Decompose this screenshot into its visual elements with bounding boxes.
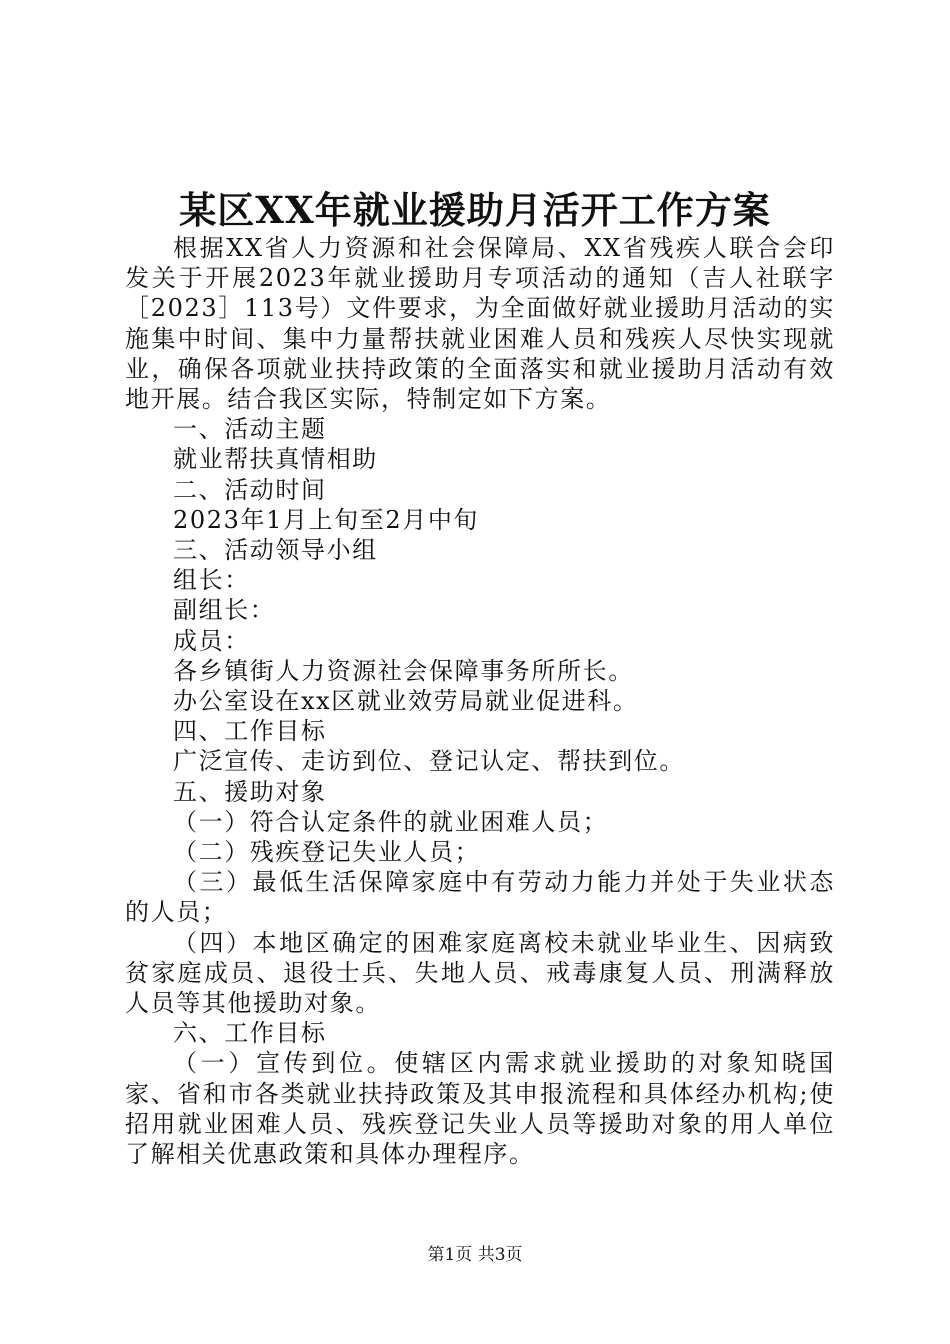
paragraph-target-3: （三）最低生活保障家庭中有劳动力能力并处于失业状态的人员； — [125, 868, 835, 927]
paragraph-goals: 广泛宣传、走访到位、登记认定、帮扶到位。 — [173, 747, 685, 776]
paragraph-intro: 根据XX省人力资源和社会保障局、XX省残疾人联合会印发关于开展2023年就业援助月专项活动的通知（吉人社联字［2023］113号）文件要求，为全面做好就业援助月活动的实施集中时间、集中力量帮扶就业困难人员和残疾人尽快实现就业，确保各项就业扶持政策的全面落实和就业援助月活动有效地开展。结合我区实际，特制定如下方案。 — [125, 234, 835, 414]
paragraph-office: 办公室设在xx区就业效劳局就业促进科。 — [173, 687, 639, 716]
paragraph-theme: 就业帮扶真情相助 — [173, 445, 378, 474]
paragraph-target-2: （二）残疾登记失业人员； — [173, 838, 481, 867]
paragraph-leader: 组长： — [173, 566, 250, 595]
paragraph-deputy-leader: 副组长： — [173, 596, 276, 625]
section-heading-work-goals: 六、工作目标 — [173, 1019, 327, 1048]
section-heading-leadership: 三、活动领导小组 — [173, 536, 378, 565]
document-title: 某区XX年就业援助月活开工作方案 — [179, 188, 771, 232]
section-heading-goals: 四、工作目标 — [173, 717, 327, 746]
document-body — [125, 233, 835, 1169]
paragraph-members: 成员： — [173, 626, 250, 655]
section-heading-theme: 一、活动主题 — [173, 415, 327, 444]
paragraph-time: 2023年1月上旬至2月中旬 — [173, 505, 480, 534]
paragraph-target-4: （四）本地区确定的困难家庭离校未就业毕业生、因病致贫家庭成员、退役士兵、失地人员、戒毒康复人员、刑满释放人员等其他援助对象。 — [125, 928, 835, 1018]
paragraph-members-detail: 各乡镇街人力资源社会保障事务所所长。 — [173, 656, 634, 685]
paragraph-publicity: （一）宣传到位。使辖区内需求就业援助的对象知晓国家、省和市各类就业扶持政策及其申报流程和具体经办机构;使招用就业困难人员、残疾登记失业人员等援助对象的用人单位了解相关优惠政策和具体办理程序。 — [125, 1049, 835, 1169]
paragraph-target-1: （一）符合认定条件的就业困难人员； — [173, 807, 609, 836]
page-footer: 第1页 共3页 — [427, 1245, 523, 1265]
section-heading-time: 二、活动时间 — [173, 475, 327, 504]
section-heading-targets: 五、援助对象 — [173, 777, 327, 806]
